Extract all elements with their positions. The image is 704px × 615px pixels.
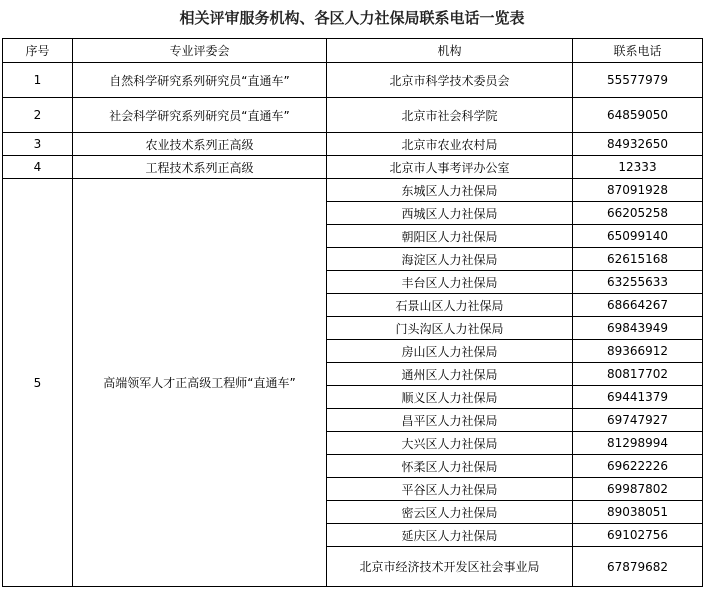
cell-org: 朝阳区人力社保局 [327,225,573,248]
cell-org: 通州区人力社保局 [327,363,573,386]
table-row [3,63,703,98]
cell-phone: 81298994 [573,432,703,455]
cell-phone: 62615168 [573,248,703,271]
cell-phone: 63255633 [573,271,703,294]
page-title: 相关评审服务机构、各区人力社保局联系电话一览表 [179,9,525,27]
cell-org: 延庆区人力社保局 [327,524,573,547]
cell-phone: 69987802 [573,478,703,501]
cell-phone: 66205258 [573,202,703,225]
cell-org: 丰台区人力社保局 [327,271,573,294]
cell-org: 怀柔区人力社保局 [327,455,573,478]
cell-org: 北京市经济技术开发区社会事业局 [327,547,573,587]
cell-phone: 65099140 [573,225,703,248]
cell-org: 东城区人力社保局 [327,179,573,202]
cell-phone: 69102756 [573,524,703,547]
cell-phone: 69843949 [573,317,703,340]
contact-table [2,38,703,587]
cell-committee: 工程技术系列正高级 [73,156,327,179]
cell-org: 顺义区人力社保局 [327,386,573,409]
cell-no: 2 [3,98,73,133]
cell-org: 北京市农业农村局 [327,133,573,156]
cell-phone: 64859050 [573,98,703,133]
cell-phone: 68664267 [573,294,703,317]
cell-org: 西城区人力社保局 [327,202,573,225]
cell-no: 4 [3,156,73,179]
cell-no: 3 [3,133,73,156]
cell-phone: 80817702 [573,363,703,386]
cell-org: 平谷区人力社保局 [327,478,573,501]
cell-org: 石景山区人力社保局 [327,294,573,317]
cell-phone: 84932650 [573,133,703,156]
cell-phone: 55577979 [573,63,703,98]
cell-phone: 69441379 [573,386,703,409]
cell-org: 大兴区人力社保局 [327,432,573,455]
cell-committee: 社会科学研究系列研究员“直通车” [73,98,327,133]
cell-committee: 自然科学研究系列研究员“直通车” [73,63,327,98]
header-phone: 联系电话 [573,39,703,63]
table-row [3,98,703,133]
cell-committee: 高端领军人才正高级工程师“直通车” [73,179,327,587]
cell-phone: 89038051 [573,501,703,524]
table-header-row [3,39,703,63]
table-row [3,179,703,202]
table-row [3,133,703,156]
cell-phone: 67879682 [573,547,703,587]
cell-org: 密云区人力社保局 [327,501,573,524]
header-committee: 专业评委会 [73,39,327,63]
cell-org: 房山区人力社保局 [327,340,573,363]
cell-org: 北京市科学技术委员会 [327,63,573,98]
cell-committee: 农业技术系列正高级 [73,133,327,156]
cell-phone: 69622226 [573,455,703,478]
cell-phone: 89366912 [573,340,703,363]
cell-org: 北京市人事考评办公室 [327,156,573,179]
cell-org: 北京市社会科学院 [327,98,573,133]
cell-no: 5 [3,179,73,587]
cell-phone: 12333 [573,156,703,179]
cell-org: 门头沟区人力社保局 [327,317,573,340]
table-row [3,156,703,179]
cell-no: 1 [3,63,73,98]
header-org: 机构 [327,39,573,63]
cell-phone: 87091928 [573,179,703,202]
cell-phone: 69747927 [573,409,703,432]
header-no: 序号 [3,39,73,63]
cell-org: 昌平区人力社保局 [327,409,573,432]
cell-org: 海淀区人力社保局 [327,248,573,271]
